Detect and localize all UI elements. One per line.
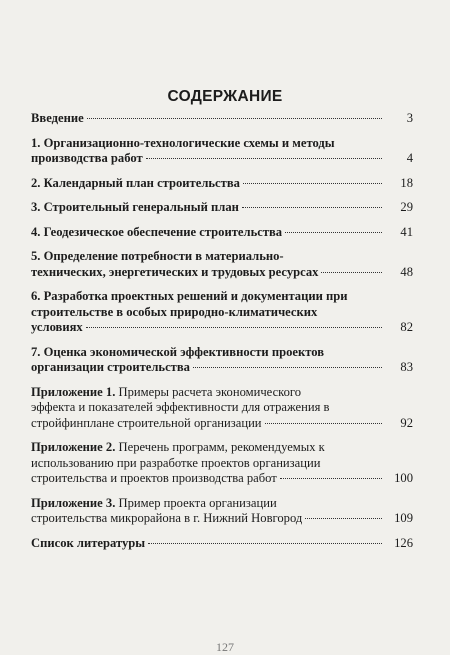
toc-entry-text-line: Список литературы (31, 535, 146, 550)
dot-leader (243, 183, 382, 184)
dot-leader (242, 207, 382, 208)
toc-entry-text-line: производства работ (31, 151, 143, 165)
toc-entry[interactable] (31, 536, 413, 552)
toc-entry-text-line: эффекта и показателей эффективности для отражения в (31, 400, 330, 414)
toc-entry[interactable] (31, 111, 413, 127)
toc-page-number: 126 (394, 535, 413, 550)
toc-entry-appendix-label: Приложение 2. (31, 440, 116, 454)
toc-page-number: 82 (400, 320, 413, 334)
toc-entry-text-line: 7. Оценка экономической эффективности проектов (31, 344, 325, 359)
toc-entry[interactable] (31, 289, 413, 336)
toc-entry-text-line: стройфинплане строительной организации (31, 415, 262, 430)
table-of-contents (31, 111, 413, 560)
toc-entry[interactable] (31, 200, 413, 216)
dot-leader (146, 158, 382, 159)
toc-page-number: 3 (406, 111, 413, 125)
toc-entry[interactable] (31, 176, 413, 192)
toc-page-number: 18 (400, 175, 413, 190)
toc-entry[interactable] (31, 496, 413, 527)
toc-entry-text-line: использованию при разработке проектов организации (31, 455, 321, 470)
toc-entry-text-line: 1. Организационно-технологические схемы и методы (31, 135, 335, 150)
toc-entry-appendix-label: Приложение 1. (31, 384, 116, 399)
toc-entry[interactable] (31, 345, 413, 376)
toc-entry-text-line: строительства микрорайона в г. Нижний Новгород (31, 511, 303, 525)
toc-page-number: 4 (406, 151, 413, 165)
dot-leader (148, 543, 382, 544)
toc-page-number: 41 (400, 224, 413, 239)
dot-leader (87, 118, 382, 119)
toc-entry[interactable] (31, 225, 413, 241)
toc-entry-text-line: 2. Календарный план строительства (31, 175, 240, 190)
toc-page-number: 109 (394, 511, 413, 525)
toc-page-number: 100 (394, 471, 413, 485)
dot-leader (193, 367, 382, 368)
toc-page-number: 92 (400, 415, 413, 430)
toc-entry[interactable] (31, 440, 413, 487)
toc-entry-text-line: технических, энергетических и трудовых ресурсах (31, 264, 319, 279)
toc-entry-text-line: строительства и проектов производства работ (31, 471, 277, 485)
toc-entry-text-line: Примеры расчета экономического (115, 384, 302, 399)
page-title: СОДЕРЖАНИЕ (167, 88, 283, 105)
toc-entry-text-line: Введение (31, 111, 84, 125)
toc-entry-text-line: организации строительства (31, 360, 190, 374)
toc-entry-text-line: условиях (31, 320, 83, 334)
toc-entry-text-line: 4. Геодезическое обеспечение строительства (31, 224, 283, 239)
toc-entry[interactable] (31, 385, 413, 432)
toc-entry-text-line: строительстве в особых природно-климатических (31, 304, 318, 319)
dot-leader (86, 327, 382, 328)
toc-page-number: 83 (400, 360, 413, 374)
toc-entry-text-line: Перечень программ, рекомендуемых к (115, 440, 325, 454)
dot-leader (305, 518, 382, 519)
toc-entry-text-line: Пример проекта организации (115, 495, 277, 510)
dot-leader (285, 232, 382, 233)
dot-leader (280, 478, 382, 479)
dot-leader (321, 272, 382, 273)
toc-entry-text-line: 6. Разработка проектных решений и документации при (31, 289, 348, 303)
toc-entry[interactable] (31, 249, 413, 280)
toc-entry[interactable] (31, 136, 413, 167)
toc-page-number: 48 (400, 264, 413, 279)
toc-entry-appendix-label: Приложение 3. (31, 495, 116, 510)
dot-leader (265, 423, 382, 424)
page-number: 127 (216, 640, 234, 654)
toc-entry-text-line: 3. Строительный генеральный план (31, 200, 239, 214)
toc-page-number: 29 (400, 200, 413, 214)
toc-entry-text-line: 5. Определение потребности в материально- (31, 249, 284, 263)
